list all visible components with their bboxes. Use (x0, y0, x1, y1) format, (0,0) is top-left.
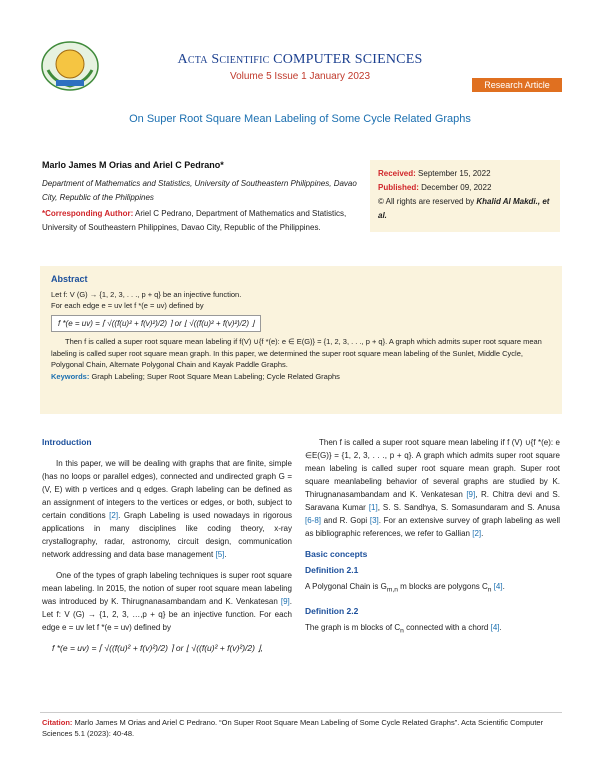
right-p1c-text: , S. S. Sandhya, S. Somasundaram and S. Anusa (377, 503, 560, 512)
corresponding-author (42, 207, 362, 235)
received-row (378, 167, 552, 181)
right-column (305, 436, 560, 645)
ref-link[interactable]: [4] (490, 622, 500, 632)
affiliation: Department of Mathematics and Statistics, University of Southeastern Philippines, Davao City, Republic of the Philippines (42, 179, 357, 202)
ref-link[interactable]: [4] (493, 582, 503, 591)
intro-paragraph-1: In this paper, we will be dealing with graphs that are finite, simple (has no loops or parallel edges), connected and undirected graph G = (V, E) with p vertices and q edges. Graph labeling can be defined as an assignment of integers to the vertices or edges, or both, subject to certain conditions [2]. Graph Labeling is used nowadays in rigorous applications in many disciplines like coding theory, x-ray crystallography, radar, astronomy, circuit design, communication network addressing and data base management [5]. (42, 459, 292, 559)
paper-title: On Super Root Square Mean Labeling of Some Cycle Related Graphs (129, 113, 471, 125)
definition-2-1-heading: Definition 2.1 (305, 565, 359, 575)
intro-p1b-text: . Graph Labeling is used nowadays in rigorous applications in many disciplines like coding theory, x-ray crystallography, radar, astronomy, circuit design, communication network addressing and data base management (42, 511, 292, 559)
intro-p2b-text: . Let f: V (G) → {1, 2, 3, …,p + q} be an injective function. For each edge e = uv let f *(e = uv) defined by (42, 597, 292, 632)
published-label: Published: (378, 183, 419, 192)
journal-title: Acta Scientific COMPUTER SCIENCES (177, 52, 423, 67)
intro-paragraph-2 (42, 569, 292, 634)
citation (42, 717, 560, 739)
ref-link[interactable]: [9] (466, 490, 476, 499)
intro-equation: f *(e = uv) = ⌈ √((f(u)² + f(v)²)/2) ⌉ or ⌊ √((f(u)² + f(v)²)/2) ⌋, (52, 643, 264, 653)
definition-2-1: A Polygonal Chain is $G_{m,n}$ m blocks are polygons $C_n$ [4]. (305, 582, 505, 594)
issue-info: Volume 5 Issue 1 January 2023 (229, 71, 371, 82)
corresponding-label: *Corresponding Author: (42, 209, 134, 218)
def1-text-b: m blocks are polygons C (400, 582, 488, 591)
right-p1a-text: Then f is called a super root square mean labeling if f (V) ∪{f *(e): e ∈E(G)} = {1, 2, 3, . . ., p + q}. A graph which admits super root square mean labeling is called super root square mean graph. Super root square meanlabeling behavior of several graphs are studied by K. Thirugnanasambandam and K. Venkatesan (305, 438, 560, 499)
right-p1d-text: and R. Gopi (323, 516, 368, 525)
citation-text: Marlo James M Orias and Ariel C Pedrano. “On Super Root Square Mean Labeling of Some Cycle Related Graphs”. Acta Scientific Computer Sciences 5.1 (2023): 40-48. (42, 718, 544, 738)
corresponding-text: Ariel C Pedrano, Department of Mathematics and Statistics, University of Southeastern Philippines, Davao City, Republic of the Philippines. (42, 209, 347, 232)
abstract-formula: f *(e = uv) = ⌈ √((f(u)² + f(v)²)/2) ⌉ or ⌊ √((f(u)² + f(v)²)/2) ⌋ (51, 315, 261, 333)
received-date: September 15, 2022 (418, 169, 491, 178)
def1-subscript: m,n (386, 586, 398, 594)
rights-prefix: © All rights are reserved by (378, 197, 475, 206)
abstract-box (40, 266, 562, 414)
ref-link[interactable]: [3] (369, 516, 379, 525)
dates-box (370, 160, 560, 232)
ref-link[interactable]: [1] (368, 503, 378, 512)
rights-row (378, 195, 552, 223)
keywords-label: Keywords: (51, 371, 90, 381)
basic-concepts-heading: Basic concepts (305, 549, 368, 559)
authors: Marlo James M Orias and Ariel C Pedrano* (42, 160, 224, 170)
intro-heading: Introduction (42, 437, 92, 447)
def1-text-a: A Polygonal Chain is G (305, 582, 387, 591)
published-date: December 09, 2022 (421, 183, 492, 192)
intro-p1-text: In this paper, we will be dealing with graphs that are finite, simple (has no loops or parallel edges), connected and undirected graph G = (V, E) with p vertices and q edges. Graph labeling can be defined as an assignment of integers to the vertices or edges, or both, subject to certain conditions (42, 459, 292, 520)
ref-link[interactable]: [2] (109, 511, 119, 520)
received-label: Received: (378, 169, 416, 178)
abstract-line1: Let f: V (G) → {1, 2, 3, . . ., p + q} be an injective function. (51, 289, 242, 299)
ref-link[interactable]: [5] (215, 550, 225, 559)
keywords-row (51, 371, 551, 383)
citation-label: Citation: (42, 718, 73, 727)
def1-subscript-2: n (487, 586, 492, 594)
article-type-badge: Research Article (472, 78, 562, 92)
abstract-line2: For each edge e = uv let f *(e = uv) defined by (51, 301, 204, 310)
ref-link[interactable]: [6-8] (305, 516, 322, 525)
rights-holder: Khalid Al Makdi., et al. (378, 197, 550, 220)
right-p1b-text: , R. Chitra devi and S. Saravana Kumar (305, 490, 560, 512)
right-paragraph-1: Then f is called a super root square mean labeling if f (V) ∪{f *(e): e ∈E(G)} = {1, 2, 3, . . ., p + q}. A graph which admits super root square mean labeling is called super root square mean graph. Super root square meanlabeling behavior of several graphs are studied by K. Thirugnanasambandam and K. Venkatesan [9], R. Chitra devi and S. Saravana Kumar [1], S. S. Sandhya, S. Somasundaram and S. Anusa [6-8] and R. Gopi [3]. For an extensive survey of graph labeling as well as bibliographic references, we refer to Gallian [2]. (305, 438, 560, 538)
left-column (42, 436, 292, 655)
published-row (378, 181, 552, 195)
definition-2-2-heading: Definition 2.2 (305, 605, 359, 616)
def2-text-a: The graph is m blocks of C (305, 622, 401, 632)
definition-2-2: The graph is m blocks of $C_n$ connected with a chord [4]. (305, 622, 502, 635)
keywords-text: Graph Labeling; Super Root Square Mean Labeling; Cycle Related Graphs (91, 371, 340, 381)
ref-link[interactable]: [9] (280, 597, 290, 606)
right-p1e-text: . For an extensive survey of graph labeling as well as bibliographic references, we refer to Gallian (305, 516, 560, 538)
ref-link[interactable]: [2] (472, 529, 482, 538)
def2-text-b: connected with a chord (406, 622, 489, 632)
footer-divider (40, 712, 562, 713)
def2-subscript: n (400, 627, 404, 635)
abstract-heading: Abstract (51, 274, 88, 284)
intro-p2a-text: One of the types of graph labeling techniques is super root square mean labeling. In 2015, the notion of super root square mean labeling was introduced by K. Thirugnanasambandam and K. Venkatesan (42, 571, 292, 606)
abstract-body: Then f is called a super root square mean labeling if f(V) ∪{f *(e): e ∈ E(G)} = {1, 2, 3, . . ., p + q}. A graph which admits super root square mean labeling is called super root square mean graph. In this paper, we determined the super root square mean labeling of the Sunlet, Middle Cycle, Polygonal Chain, Alternate Polygonal Chain and Kayak Paddle Graphs. (51, 337, 542, 369)
